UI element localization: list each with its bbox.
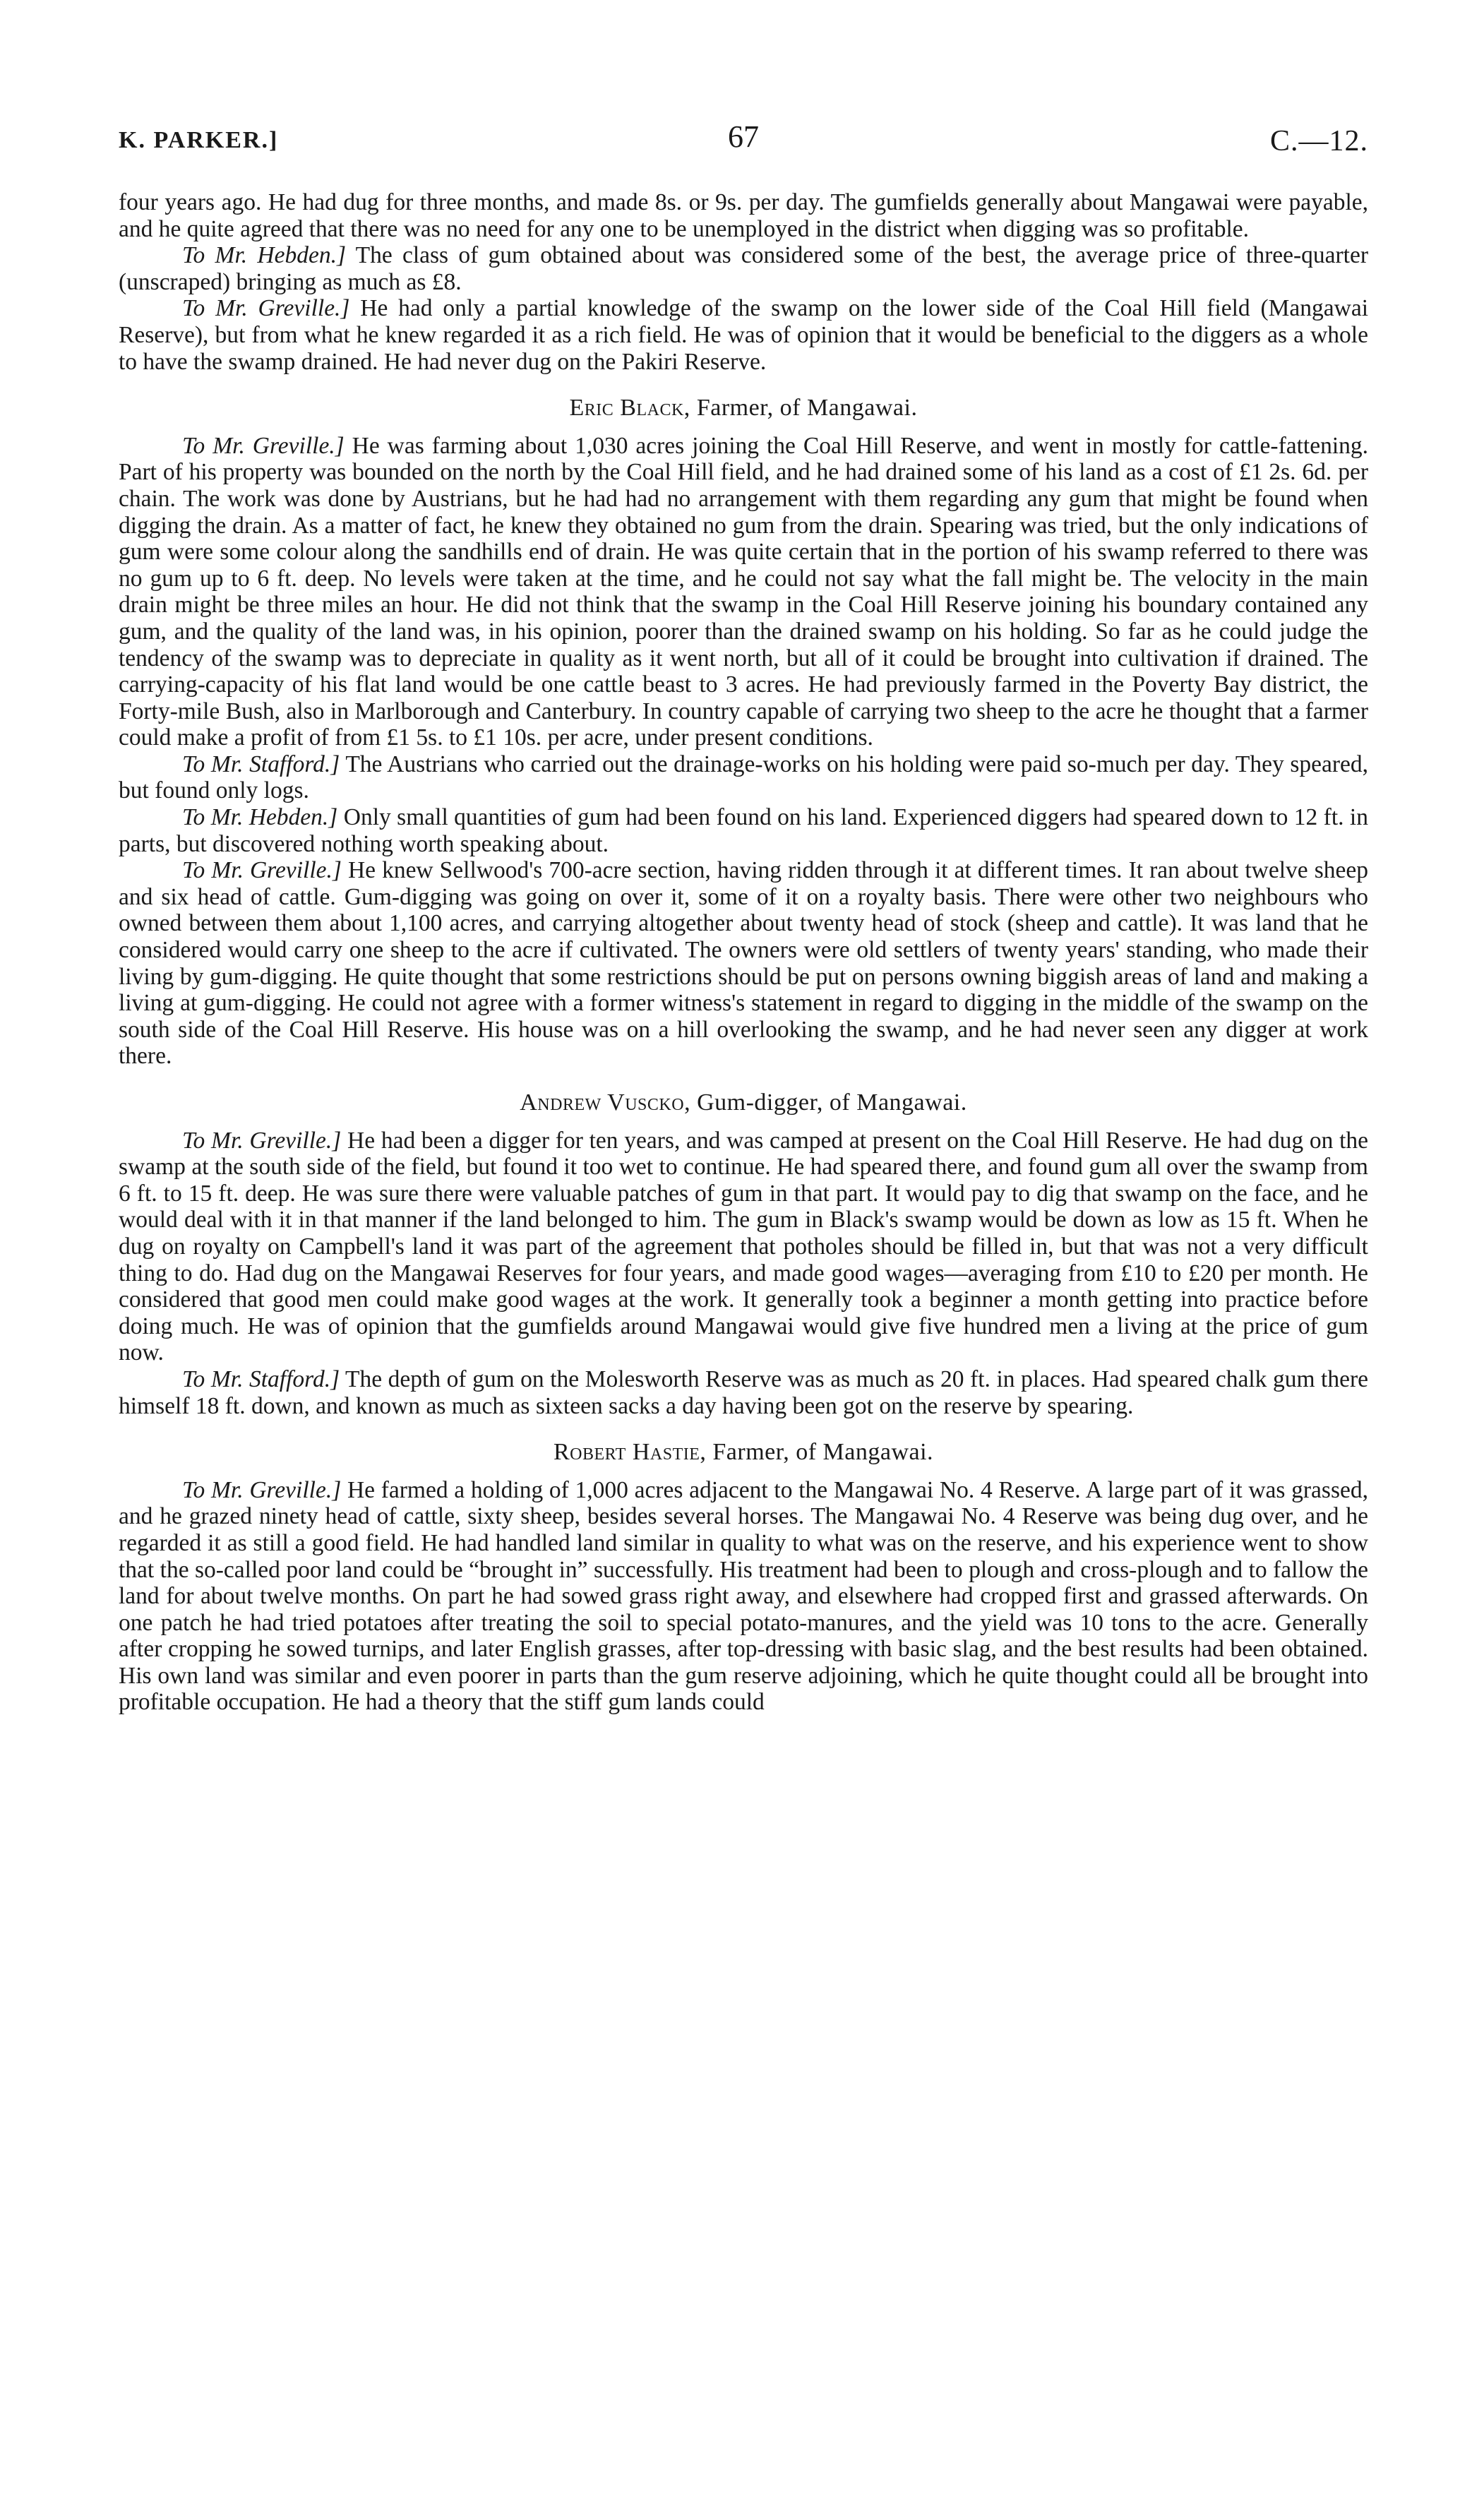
questioner-lead: To Mr. Stafford.] (182, 751, 340, 777)
paragraph-text: Only small quantities of gum had been found on his land. Experienced diggers had speared down to 12 ft. in parts, but discovered nothing worth speaking about. (119, 804, 1368, 857)
paragraph-text: He knew Sellwood's 700-acre section, having ridden through it at different times. It ran about twelve sheep and six head of cattle. Gum-digging was going on over it, some of it on a royalty basis. There were other two neighbours who owned between them about 1,100 acres, and carrying altogether about twenty head of stock (sheep and cattle). It was land that he considered would carry one sheep to the acre if cultivated. The owners were old settlers of twenty years' standing, who made their living by gum-digging. He quite thought that some restrictions should be put on persons owning biggish areas of land and making a living at gum-digging. He could not agree with a former witness's statement in regard to digging in the middle of the swamp on the south side of the Coal Hill Reserve. His house was on a hill overlooking the swamp, and he had never seen any digger at work there. (119, 857, 1368, 1070)
paragraph-text: He was farming about 1,030 acres joining the Coal Hill Reserve, and went in mostly for cattle-fattening. Part of his property was bounded on the north by the Coal Hill field, and he had drained some of his land as a cost of £1 2s. 6d. per chain. The work was done by Austrians, but he had had no arrangement with them regarding any gum that might be found when digging the drain. As a matter of fact, he knew they obtained no gum from the drain. Spearing was tried, but the only indications of gum were some colour along the sandhills end of drain. He was quite certain that in the portion of his swamp referred to there was no gum up to 6 ft. deep. No levels were taken at the time, and he could not say what the fall might be. The velocity in the main drain might be three miles an hour. He did not think that the swamp in the Coal Hill Reserve joining his boundary contained any gum, and the quality of the land was, in his opinion, poorer than the drained swamp on his holding. So far as he could judge the tendency of the swamp was to depreciate in quality as it went north, but all of it could be brought into cultivation if drained. The carrying-capacity of his flat land would be one cattle beast to 3 acres. He had previously farmed in the Poverty Bay district, the Forty-mile Bush, also in Marlborough and Canterbury. In country capable of carrying two sheep to the acre he thought that a farmer could make a profit of from £1 5s. to £1 10s. per acre, under present conditions. (119, 432, 1369, 751)
questioner-lead: To Mr. Hebden.] (182, 242, 346, 269)
header-witness: K. PARKER.] (119, 127, 279, 153)
testimony-paragraph (119, 751, 1368, 804)
questioner-lead: To Mr. Greville.] (182, 1476, 342, 1503)
testimony-paragraph (119, 1477, 1368, 1716)
witness-role: Farmer, of Mangawai. (690, 395, 918, 422)
document-body (119, 189, 1368, 1716)
questioner-lead: To Mr. Stafford.] (182, 1365, 340, 1392)
paragraph-text: He farmed a holding of 1,000 acres adjacent to the Mangawai No. 4 Reserve. A large part of it was grassed, and he grazed ninety head of cattle, sixty sheep, besides several horses. The Mangawai No. 4 Reserve was being dug over, and he regarded it as still a good field. He had handled land similar in quality to what was on the reserve, and his experience went to show that the so-called poor land could be “brought in” successfully. His treatment had been to plough and cross-plough and to fallow the land for about twelve months. On part he had sowed grass right away, and elsewhere had cropped first and grassed afterwards. On one patch he had tried potatoes after treating the soil to special potato-manures, and the yield was 10 tons to the acre. Generally after cropping he sowed turnips, and later English grasses, after top-dressing with basic slag, and the best results had been obtained. His own land was similar and even poorer in parts than the gum reserve adjoining, which he quite thought could all be brought into profitable occupation. He had a theory that the stiff gum lands could (119, 1476, 1368, 1716)
testimony-paragraph (119, 1366, 1368, 1419)
questioner-lead: To Mr. Greville.] (182, 295, 350, 322)
witness-role: Farmer, of Mangawai. (706, 1439, 934, 1466)
questioner-lead: To Mr. Greville.] (182, 1127, 342, 1154)
witness-name: Eric Black, (569, 395, 690, 422)
paragraph-text: The class of gum obtained about was considered some of the best, the average price of three-quarter (unscraped) bringing as much as £8. (119, 242, 1368, 295)
testimony-paragraph (119, 242, 1368, 295)
paragraph-text: The depth of gum on the Molesworth Reserve was as much as 20 ft. in places. Had speared chalk gum there himself 18 ft. down, and known as much as sixteen sacks a day having been got on the reserve by spearing. (119, 1365, 1368, 1419)
witness-heading (119, 1089, 1368, 1116)
testimony-paragraph (119, 433, 1368, 751)
testimony-paragraph (119, 857, 1368, 1070)
witness-name: Andrew Vuscko, (520, 1089, 691, 1116)
witness-heading (119, 1439, 1368, 1466)
testimony-paragraph (119, 189, 1368, 242)
questioner-lead: To Mr. Hebden.] (182, 804, 338, 831)
testimony-paragraph (119, 295, 1368, 375)
document-reference: C.—12. (1269, 125, 1368, 157)
witness-name: Robert Hastie, (553, 1439, 707, 1466)
testimony-paragraph (119, 804, 1368, 857)
page-header (119, 119, 1368, 168)
witness-role: Gum-digger, of Mangawai. (690, 1089, 967, 1116)
testimony-paragraph (119, 1128, 1368, 1366)
questioner-lead: To Mr. Greville.] (182, 432, 345, 459)
paragraph-text: The Austrians who carried out the drainage-works on his holding were paid so-much per day. They speared, but found only logs. (119, 751, 1368, 804)
witness-heading (119, 395, 1368, 422)
paragraph-text: four years ago. He had dug for three months, and made 8s. or 9s. per day. The gumfields generally about Mangawai were payable, and he quite agreed that there was no need for any one to be unemployed in the district when digging was so profitable. (119, 189, 1368, 242)
paragraph-text: He had been a digger for ten years, and was camped at present on the Coal Hill Reserve. He had dug on the swamp at the south side of the field, but found it too wet to continue. He had speared there, and found gum all over the swamp from 6 ft. to 15 ft. deep. He was sure there were valuable patches of gum in that part. It would pay to dig that swamp on the face, and he would deal with it in that manner if the land belonged to him. The gum in Black's swamp would be down as low as 15 ft. When he dug on royalty on Campbell's land it was part of the agreement that potholes should be filled in, but that was not a very difficult thing to do. Had dug on the Mangawai Reserves for four years, and made good wages—averaging from £10 to £20 per month. He considered that good men could make good wages at the work. It generally took a beginner a month getting into practice before doing much. He was of opinion that the gumfields around Mangawai would give five hundred men a living at the price of gum now. (119, 1127, 1368, 1366)
questioner-lead: To Mr. Greville.] (182, 857, 342, 884)
page-number: 67 (728, 119, 759, 154)
paragraph-text: He had only a partial knowledge of the swamp on the lower side of the Coal Hill field (Mangawai Reserve), but from what he knew regarded it as a rich field. He was of opinion that it would be beneficial to the diggers as a whole to have the swamp drained. He had never dug on the Pakiri Reserve. (119, 295, 1369, 375)
